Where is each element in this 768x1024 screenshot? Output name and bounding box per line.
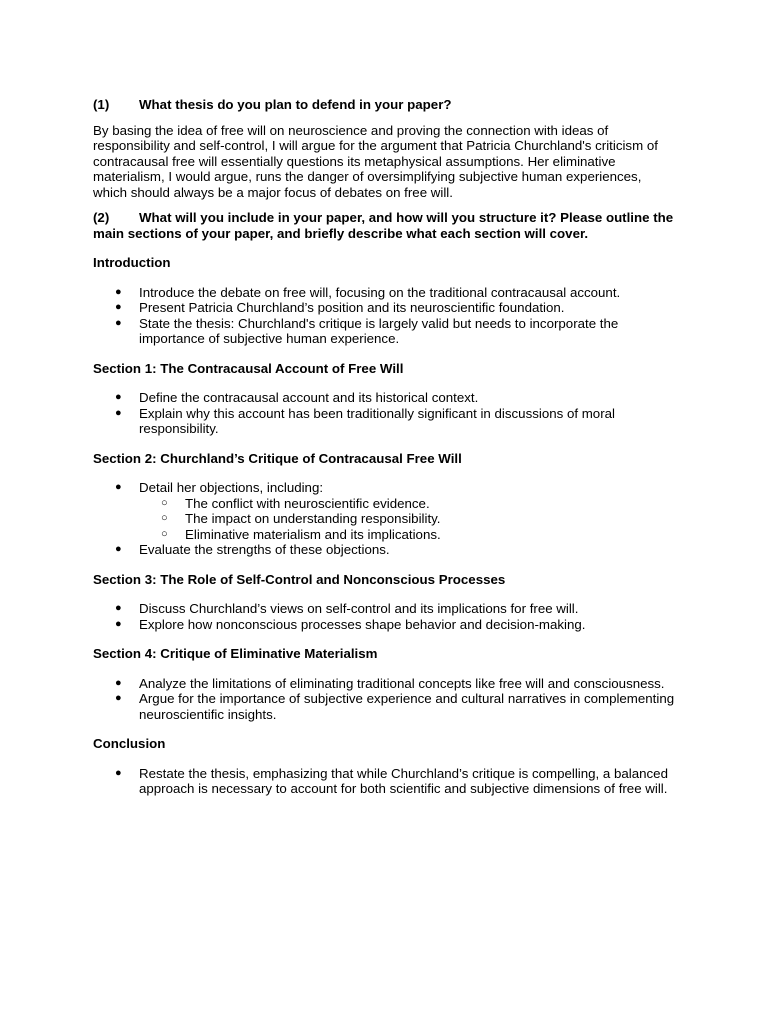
sub-list-item [139, 496, 675, 512]
sub-list-item [139, 511, 675, 527]
question-2-text: What will you include in your paper, and how will you structure it? Please outline the main sections of your paper, and briefly describe what each section will cover. [93, 210, 674, 241]
list-item-text: State the thesis: Churchland's critique is largely valid but needs to incorporate the importance of subjective human experience. [139, 315, 619, 346]
section-bullet-list [93, 480, 675, 558]
list-item [93, 406, 675, 437]
section-bullet-list [93, 601, 675, 632]
list-item-text: Explain why this account has been traditionally significant in discussions of moral responsibility. [139, 405, 615, 436]
list-item-text: Detail her objections, including: [139, 480, 324, 495]
bullet-icon: ● [115, 406, 122, 419]
bullet-icon: ● [115, 692, 122, 704]
list-item [93, 480, 675, 542]
outline-sections [93, 255, 675, 797]
bullet-icon: ● [115, 301, 122, 313]
bullet-icon: ● [115, 676, 122, 689]
question-1-text: What thesis do you plan to defend in your paper? [139, 97, 452, 112]
list-item [93, 601, 675, 617]
list-item-text: Restate the thesis, emphasizing that while Churchland’s critique is compelling, a balanced approach is necessary to account for both scientific and subjective dimensions of free will. [139, 765, 668, 796]
section-bullet-list [93, 390, 675, 437]
bullet-icon: ● [115, 543, 122, 555]
list-item-text: Introduce the debate on free will, focusing on the traditional contracausal account. [139, 284, 621, 300]
list-item-text: Argue for the importance of subjective experience and cultural narratives in complementing neuroscientific insights. [139, 691, 675, 722]
list-item-text: Explore how nonconscious processes shape behavior and decision-making. [139, 616, 586, 632]
list-item-text: Discuss Churchland’s views on self-control and its implications for free will. [139, 601, 579, 616]
list-item-text: Evaluate the strengths of these objections. [139, 542, 390, 557]
list-item [93, 691, 675, 722]
section-heading: Section 4: Critique of Eliminative Materialism [93, 646, 378, 661]
question-1-number: (1) [93, 97, 110, 112]
bullet-icon: ● [115, 391, 122, 403]
sub-list-item-text: The impact on understanding responsibility. [185, 511, 441, 526]
list-item [93, 300, 675, 316]
question-2-number: (2) [93, 210, 110, 225]
section-heading: Section 2: Churchland’s Critique of Contracausal Free Will [93, 450, 462, 466]
section-bullet-list [93, 285, 675, 347]
bullet-icon: ● [115, 602, 122, 614]
list-item-text: Define the contracausal account and its historical context. [139, 390, 479, 405]
section-heading: Introduction [93, 255, 171, 270]
bullet-icon: ● [115, 316, 122, 329]
question-2 [93, 210, 675, 241]
question-1-answer: By basing the idea of free will on neuroscience and proving the connection with ideas of responsibility and self-control, I will argue for the argument that Patricia Churchland's criticism of contracausal free will essentially questions its metaphysical assumptions. Her eliminative materialism, I would argue, runs the danger of oversimplifying subjective human experiences, which should always be a major focus of debates on free will. [93, 122, 658, 200]
section-bullet-list [93, 676, 675, 723]
bullet-icon: ● [115, 481, 122, 493]
circle-bullet-icon: ○ [161, 527, 168, 540]
list-item-text: Present Patricia Churchland’s position and its neuroscientific foundation. [139, 300, 565, 315]
list-item [93, 676, 675, 692]
list-item [93, 285, 675, 301]
section-heading: Section 1: The Contracausal Account of Free Will [93, 360, 404, 376]
list-item [93, 542, 675, 558]
list-item [93, 766, 675, 797]
list-item [93, 316, 675, 347]
sub-list-item-text: Eliminative materialism and its implications. [185, 526, 441, 542]
bullet-icon: ● [115, 766, 122, 779]
section-heading: Conclusion [93, 736, 166, 751]
list-item [93, 617, 675, 633]
circle-bullet-icon: ○ [161, 496, 168, 509]
section-heading: Section 3: The Role of Self-Control and Nonconscious Processes [93, 571, 506, 587]
list-item-text: Analyze the limitations of eliminating traditional concepts like free will and consciousness. [139, 675, 665, 691]
list-item [93, 390, 675, 406]
section-bullet-list [93, 766, 675, 797]
circle-bullet-icon: ○ [161, 512, 168, 524]
bullet-icon: ● [115, 617, 122, 630]
bullet-icon: ● [115, 285, 122, 298]
sub-list-item [139, 527, 675, 543]
question-1 [93, 97, 675, 113]
sub-bullet-list [139, 496, 675, 543]
sub-list-item-text: The conflict with neuroscientific evidence. [185, 495, 430, 511]
